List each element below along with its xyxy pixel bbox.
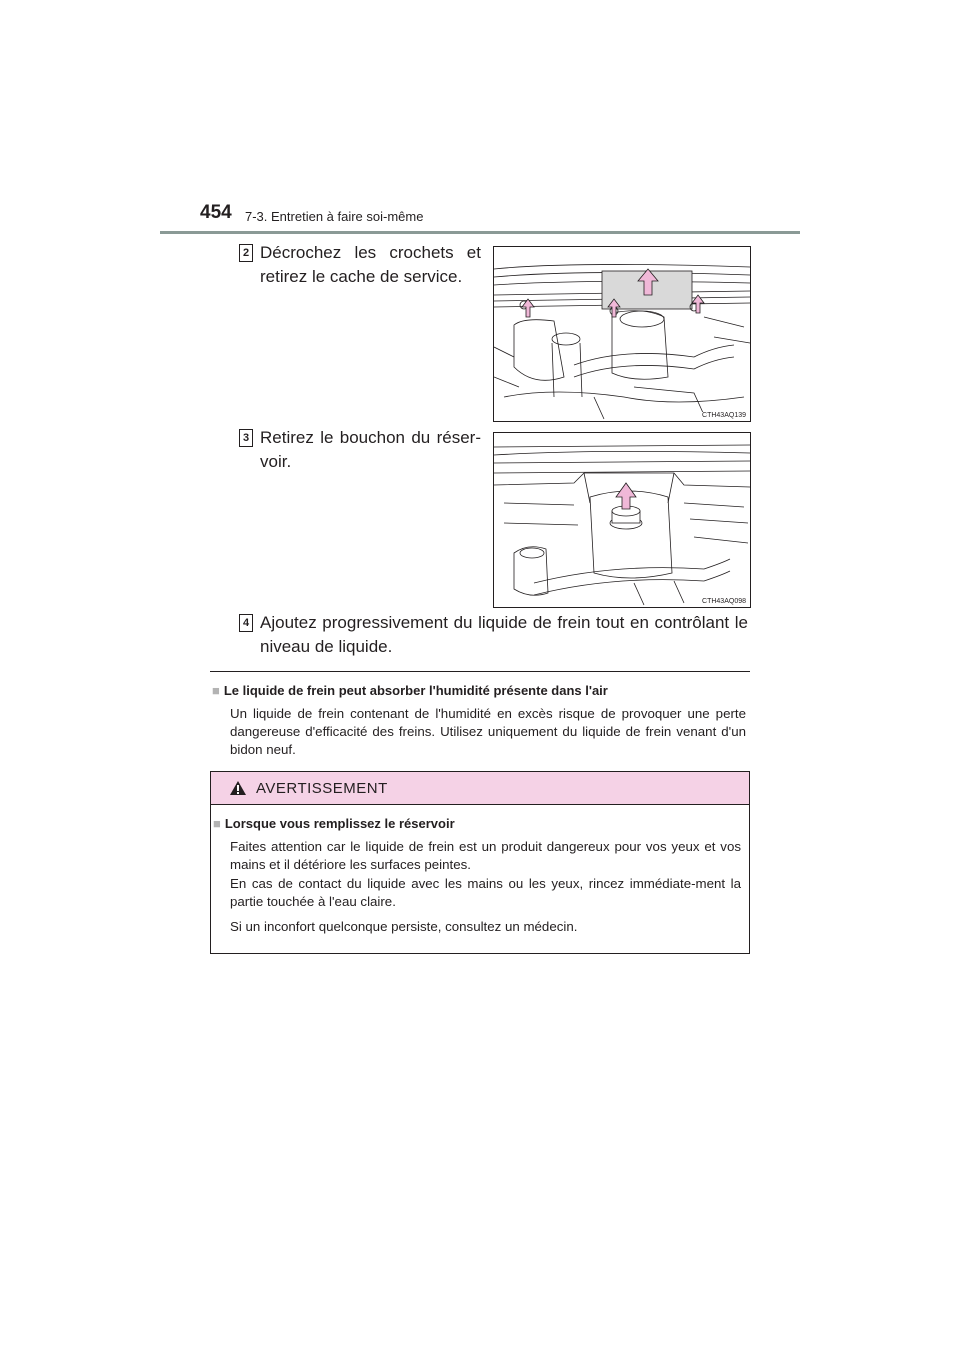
warning-triangle-icon: [229, 780, 247, 796]
figure-code: CTH43AQ139: [702, 412, 746, 419]
figure-code: CTH43AQ098: [702, 598, 746, 605]
engine-bay-illustration-1: [494, 247, 750, 421]
warning-paragraph-2: En cas de contact du liquide avec les mains ou les yeux, rincez immédiate-ment la partie touchée à l'eau claire.: [230, 876, 741, 909]
step-number-4: 4: [239, 614, 253, 632]
warning-paragraph-1: Faites attention car le liquide de frein est un produit dangereux pour vos yeux et vos mains et il détériore les surfaces peintes.: [230, 839, 741, 872]
note-heading: [212, 683, 608, 698]
note-heading-text: Le liquide de frein peut absorber l'humidité présente dans l'air: [223, 683, 608, 698]
step-number-3: 3: [239, 429, 253, 447]
warning-box: [210, 771, 750, 954]
warning-heading-text: Lorsque vous remplissez le réservoir: [224, 816, 455, 831]
warning-heading: [213, 816, 455, 831]
section-title: 7-3. Entretien à faire soi-même: [245, 209, 424, 224]
bullet-square-icon: ■: [212, 683, 220, 698]
step-3-text: Retirez le bouchon du réser-voir.: [260, 428, 481, 471]
figure-service-cover: [493, 246, 751, 422]
note-body: Un liquide de frein contenant de l'humidité en excès risque de provoquer une perte dangereuse d'efficacité des freins. Utilisez uniquement du liquide de frein venant d'un bidon neuf.: [230, 706, 746, 757]
warning-title: AVERTISSEMENT: [256, 780, 388, 797]
figure-reservoir-cap: [493, 432, 751, 608]
step-2-text: Décrochez les crochets et retirez le cache de service.: [260, 243, 481, 286]
warning-paragraph-3: Si un inconfort quelconque persiste, consultez un médecin.: [230, 919, 578, 934]
page-number: 454: [200, 202, 232, 223]
engine-bay-illustration-2: [494, 433, 750, 607]
section-rule: [210, 671, 750, 672]
warning-header: [211, 772, 749, 805]
bullet-square-icon: ■: [213, 816, 221, 831]
header-rule: [160, 231, 800, 234]
step-4-text: Ajoutez progressivement du liquide de frein tout en contrôlant le niveau de liquide.: [260, 613, 748, 656]
step-number-2: 2: [239, 244, 253, 262]
